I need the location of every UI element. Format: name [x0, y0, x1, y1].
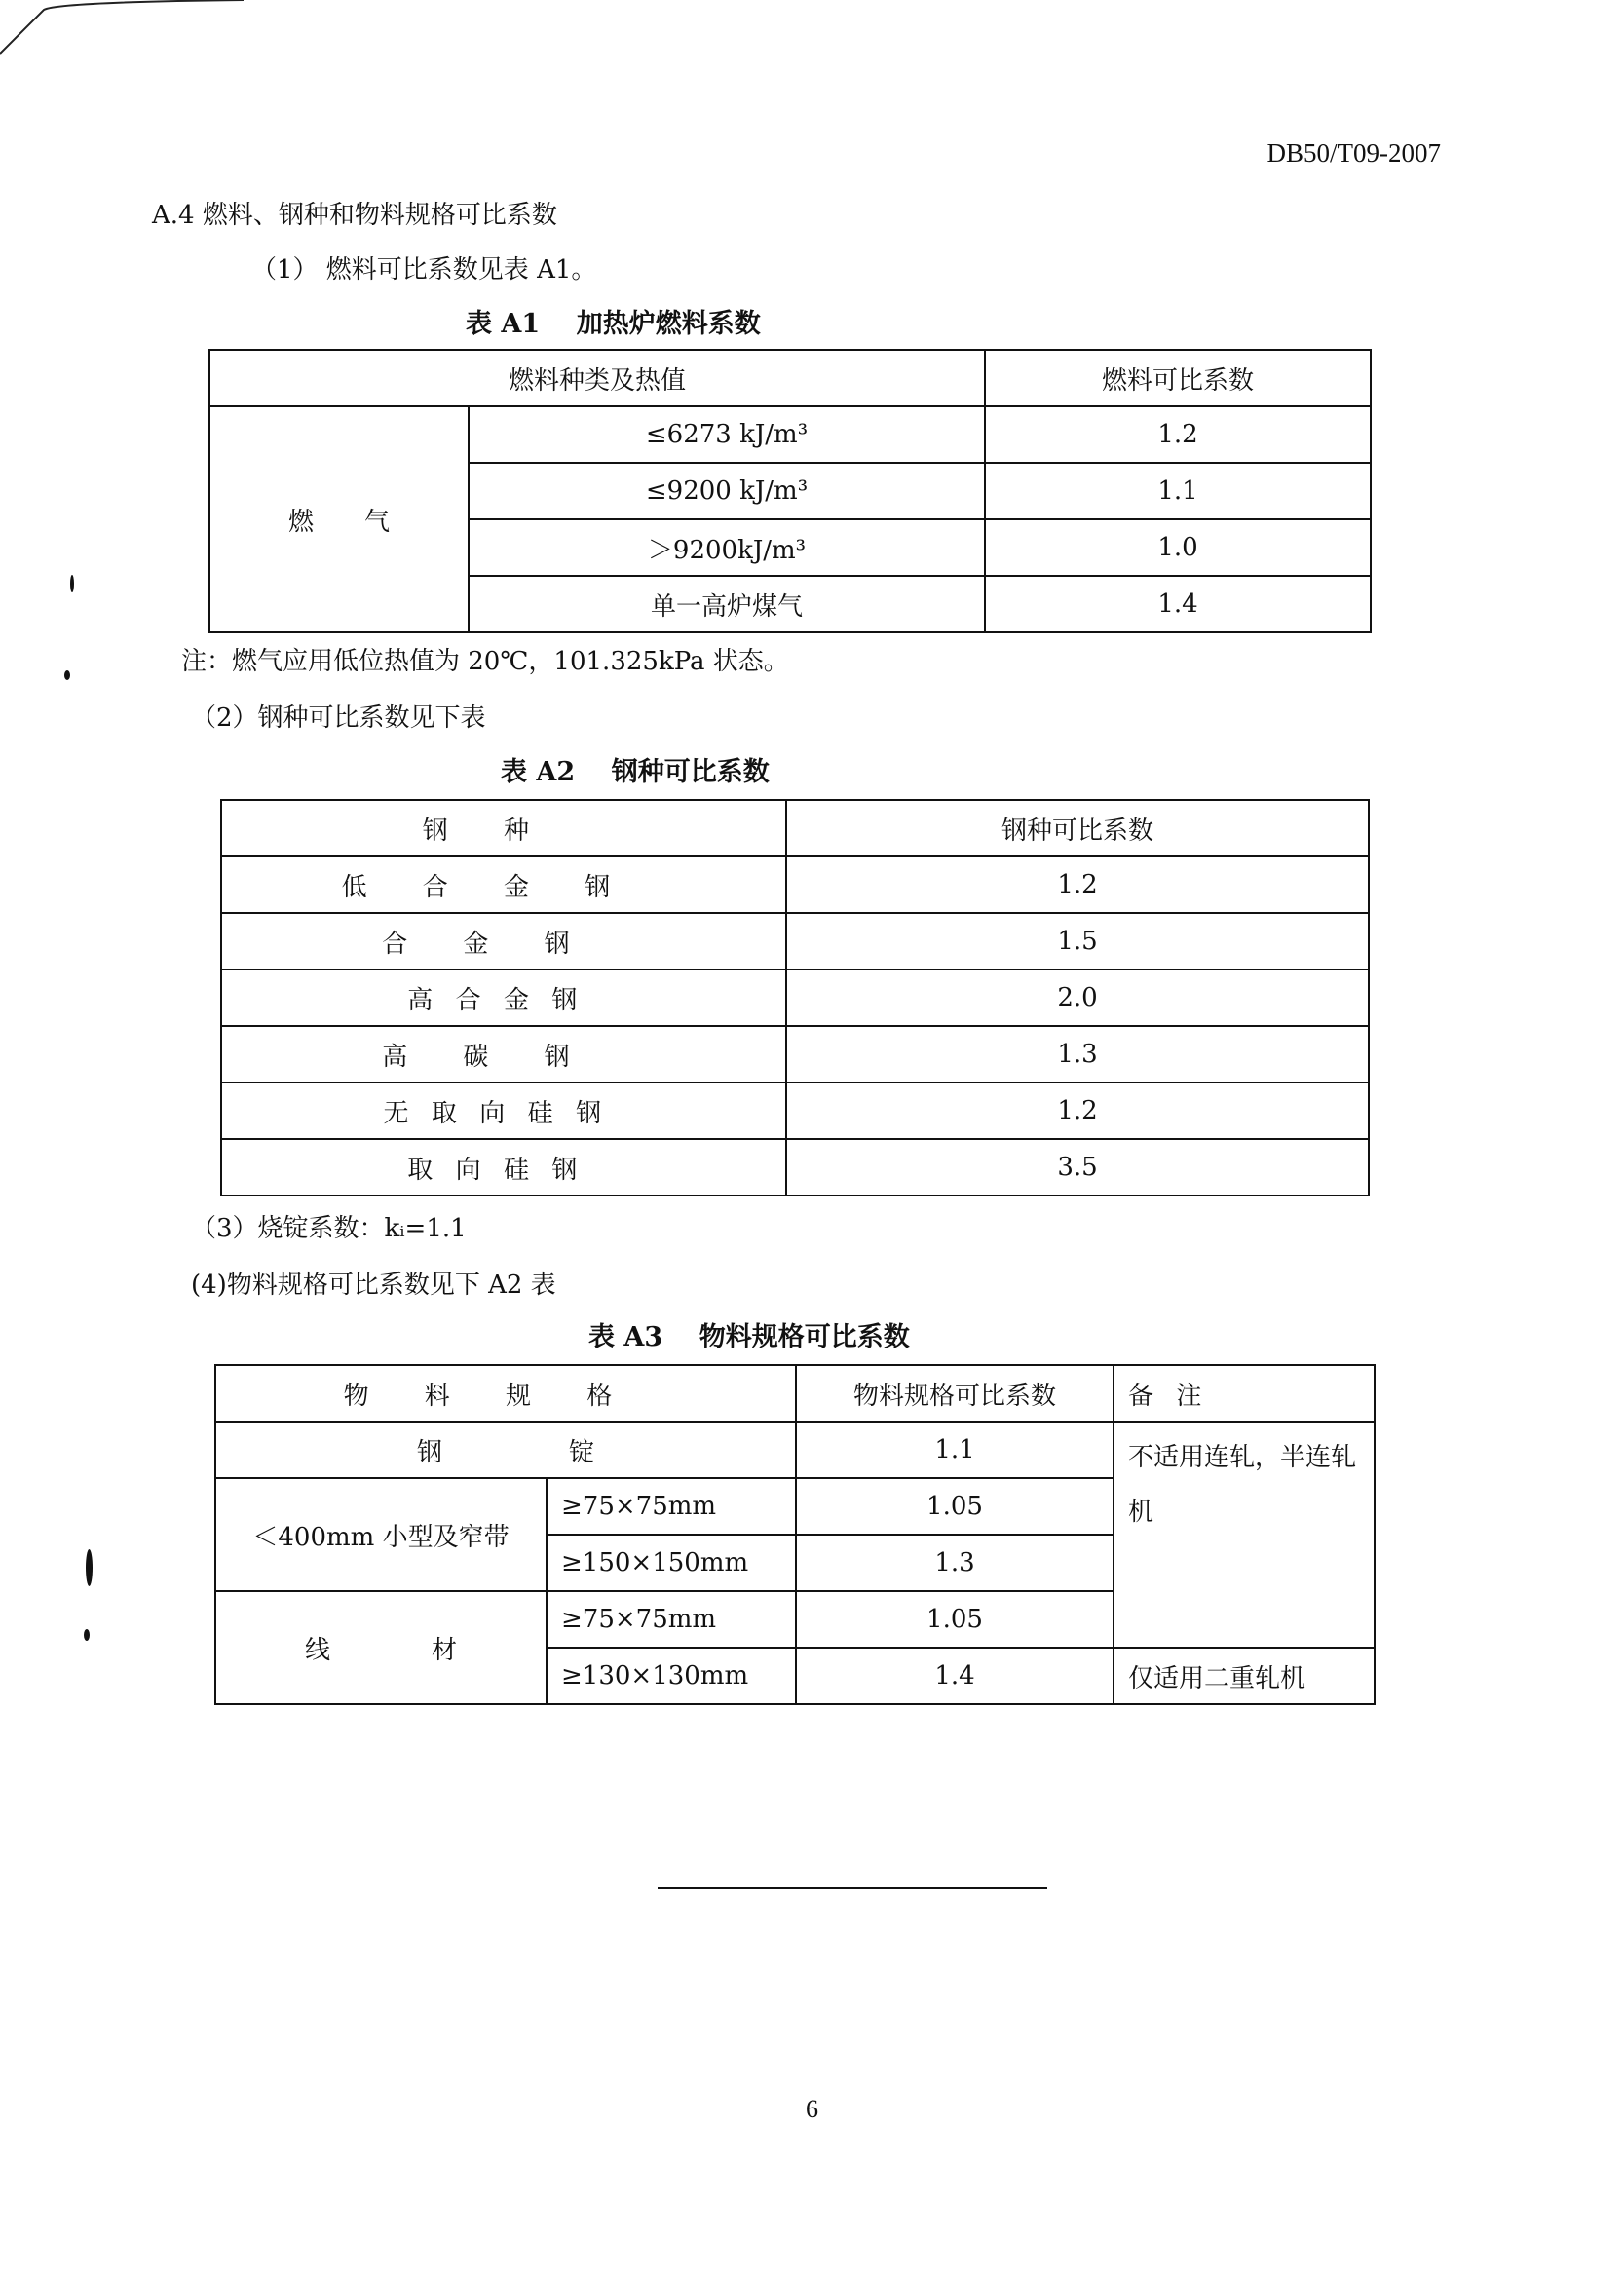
- document-code: DB50/T09-2007: [1266, 138, 1441, 168]
- table-a1-caption: 表 A1 加热炉燃料系数: [466, 309, 761, 339]
- table-a3-cell-size: ≥75×75mm: [547, 1478, 796, 1535]
- scan-speck: [64, 670, 70, 680]
- table-a1-cell-type: 单一高炉煤气: [469, 576, 985, 632]
- table-a2-cell-type: 高合金钢: [221, 969, 786, 1026]
- scan-speck: [70, 575, 74, 592]
- table-a2-cell-type: 低合金钢: [221, 856, 786, 913]
- table-a2-cell-type: 取向硅钢: [221, 1139, 786, 1196]
- table-a2-cell-coef: 1.2: [786, 856, 1369, 913]
- table-a3-header-spec: 物料规格: [215, 1365, 796, 1422]
- table-a1-cell-type: ＞9200kJ/m³: [469, 519, 985, 576]
- table-a3-cell-coef: 1.05: [796, 1591, 1114, 1648]
- table-a3-wire-label: 线 材: [215, 1591, 547, 1704]
- section-heading: A.4 燃料、钢种和物料规格可比系数: [152, 201, 557, 230]
- table-a3-note-continuous: 不适用连轧，半连轧机: [1114, 1422, 1375, 1648]
- table-a3-cell-coef: 1.3: [796, 1535, 1114, 1591]
- table-a2-cell-type: 合金钢: [221, 913, 786, 969]
- table-a3-cell-size: ≥150×150mm: [547, 1535, 796, 1591]
- table-a2-cell-type: 高碳钢: [221, 1026, 786, 1083]
- table-a1-header-type: 燃料种类及热值: [209, 350, 985, 406]
- table-a2-cell-coef: 1.2: [786, 1083, 1369, 1139]
- scan-speck: [86, 1549, 93, 1586]
- table-a3-caption: 表 A3 物料规格可比系数: [588, 1322, 910, 1352]
- table-a1-cell-coef: 1.4: [985, 576, 1371, 632]
- scan-corner-mark: [0, 0, 253, 68]
- table-a1: [208, 349, 1372, 633]
- item-1-text: （1） 燃料可比系数见表 A1。: [251, 255, 597, 285]
- table-a3-ingot-label: 钢 锭: [215, 1422, 796, 1478]
- page-number: 6: [806, 2095, 818, 2123]
- table-a1-note: 注：燃气应用低位热值为 20℃，101.325kPa 状态。: [181, 647, 789, 676]
- table-a1-cell-type: ≤9200 kJ/m³: [469, 463, 985, 519]
- table-a1-cell-type: ≤6273 kJ/m³: [469, 406, 985, 463]
- scan-speck: [84, 1629, 90, 1641]
- table-a2-cell-coef: 2.0: [786, 969, 1369, 1026]
- table-a1-cell-coef: 1.2: [985, 406, 1371, 463]
- end-rule: [658, 1887, 1047, 1889]
- table-a2-cell-coef: 1.3: [786, 1026, 1369, 1083]
- table-a1-cell-coef: 1.0: [985, 519, 1371, 576]
- table-a1-header-coef: 燃料可比系数: [985, 350, 1371, 406]
- table-a3: [214, 1364, 1376, 1705]
- table-a2-header-coef: 钢种可比系数: [786, 800, 1369, 856]
- table-a3-header-coef: 物料规格可比系数: [796, 1365, 1114, 1422]
- item-4-text: (4)物料规格可比系数见下 A2 表: [191, 1271, 556, 1300]
- table-a2-cell-coef: 3.5: [786, 1139, 1369, 1196]
- table-a2-cell-coef: 1.5: [786, 913, 1369, 969]
- table-a1-cell-coef: 1.1: [985, 463, 1371, 519]
- table-a3-cell-size: ≥75×75mm: [547, 1591, 796, 1648]
- table-a3-cell-size: ≥130×130mm: [547, 1648, 796, 1704]
- table-a1-group-label: 燃 气: [209, 406, 469, 632]
- table-a3-header-note: 备注: [1114, 1365, 1375, 1422]
- table-a3-cell-coef: 1.4: [796, 1648, 1114, 1704]
- table-a3-note-twohigh: 仅适用二重轧机: [1114, 1648, 1375, 1704]
- table-a3-cell-coef: 1.1: [796, 1422, 1114, 1478]
- table-a2-cell-type: 无取向硅钢: [221, 1083, 786, 1139]
- table-a3-small-label: ＜400mm 小型及窄带: [215, 1478, 547, 1591]
- item-3-text: （3）烧锭系数：kᵢ=1.1: [191, 1214, 467, 1243]
- table-a2: [220, 799, 1370, 1196]
- table-a2-caption: 表 A2 钢种可比系数: [501, 757, 770, 787]
- table-a2-header-type: 钢种: [221, 800, 786, 856]
- item-2-text: （2）钢种可比系数见下表: [191, 703, 486, 733]
- table-a3-cell-coef: 1.05: [796, 1478, 1114, 1535]
